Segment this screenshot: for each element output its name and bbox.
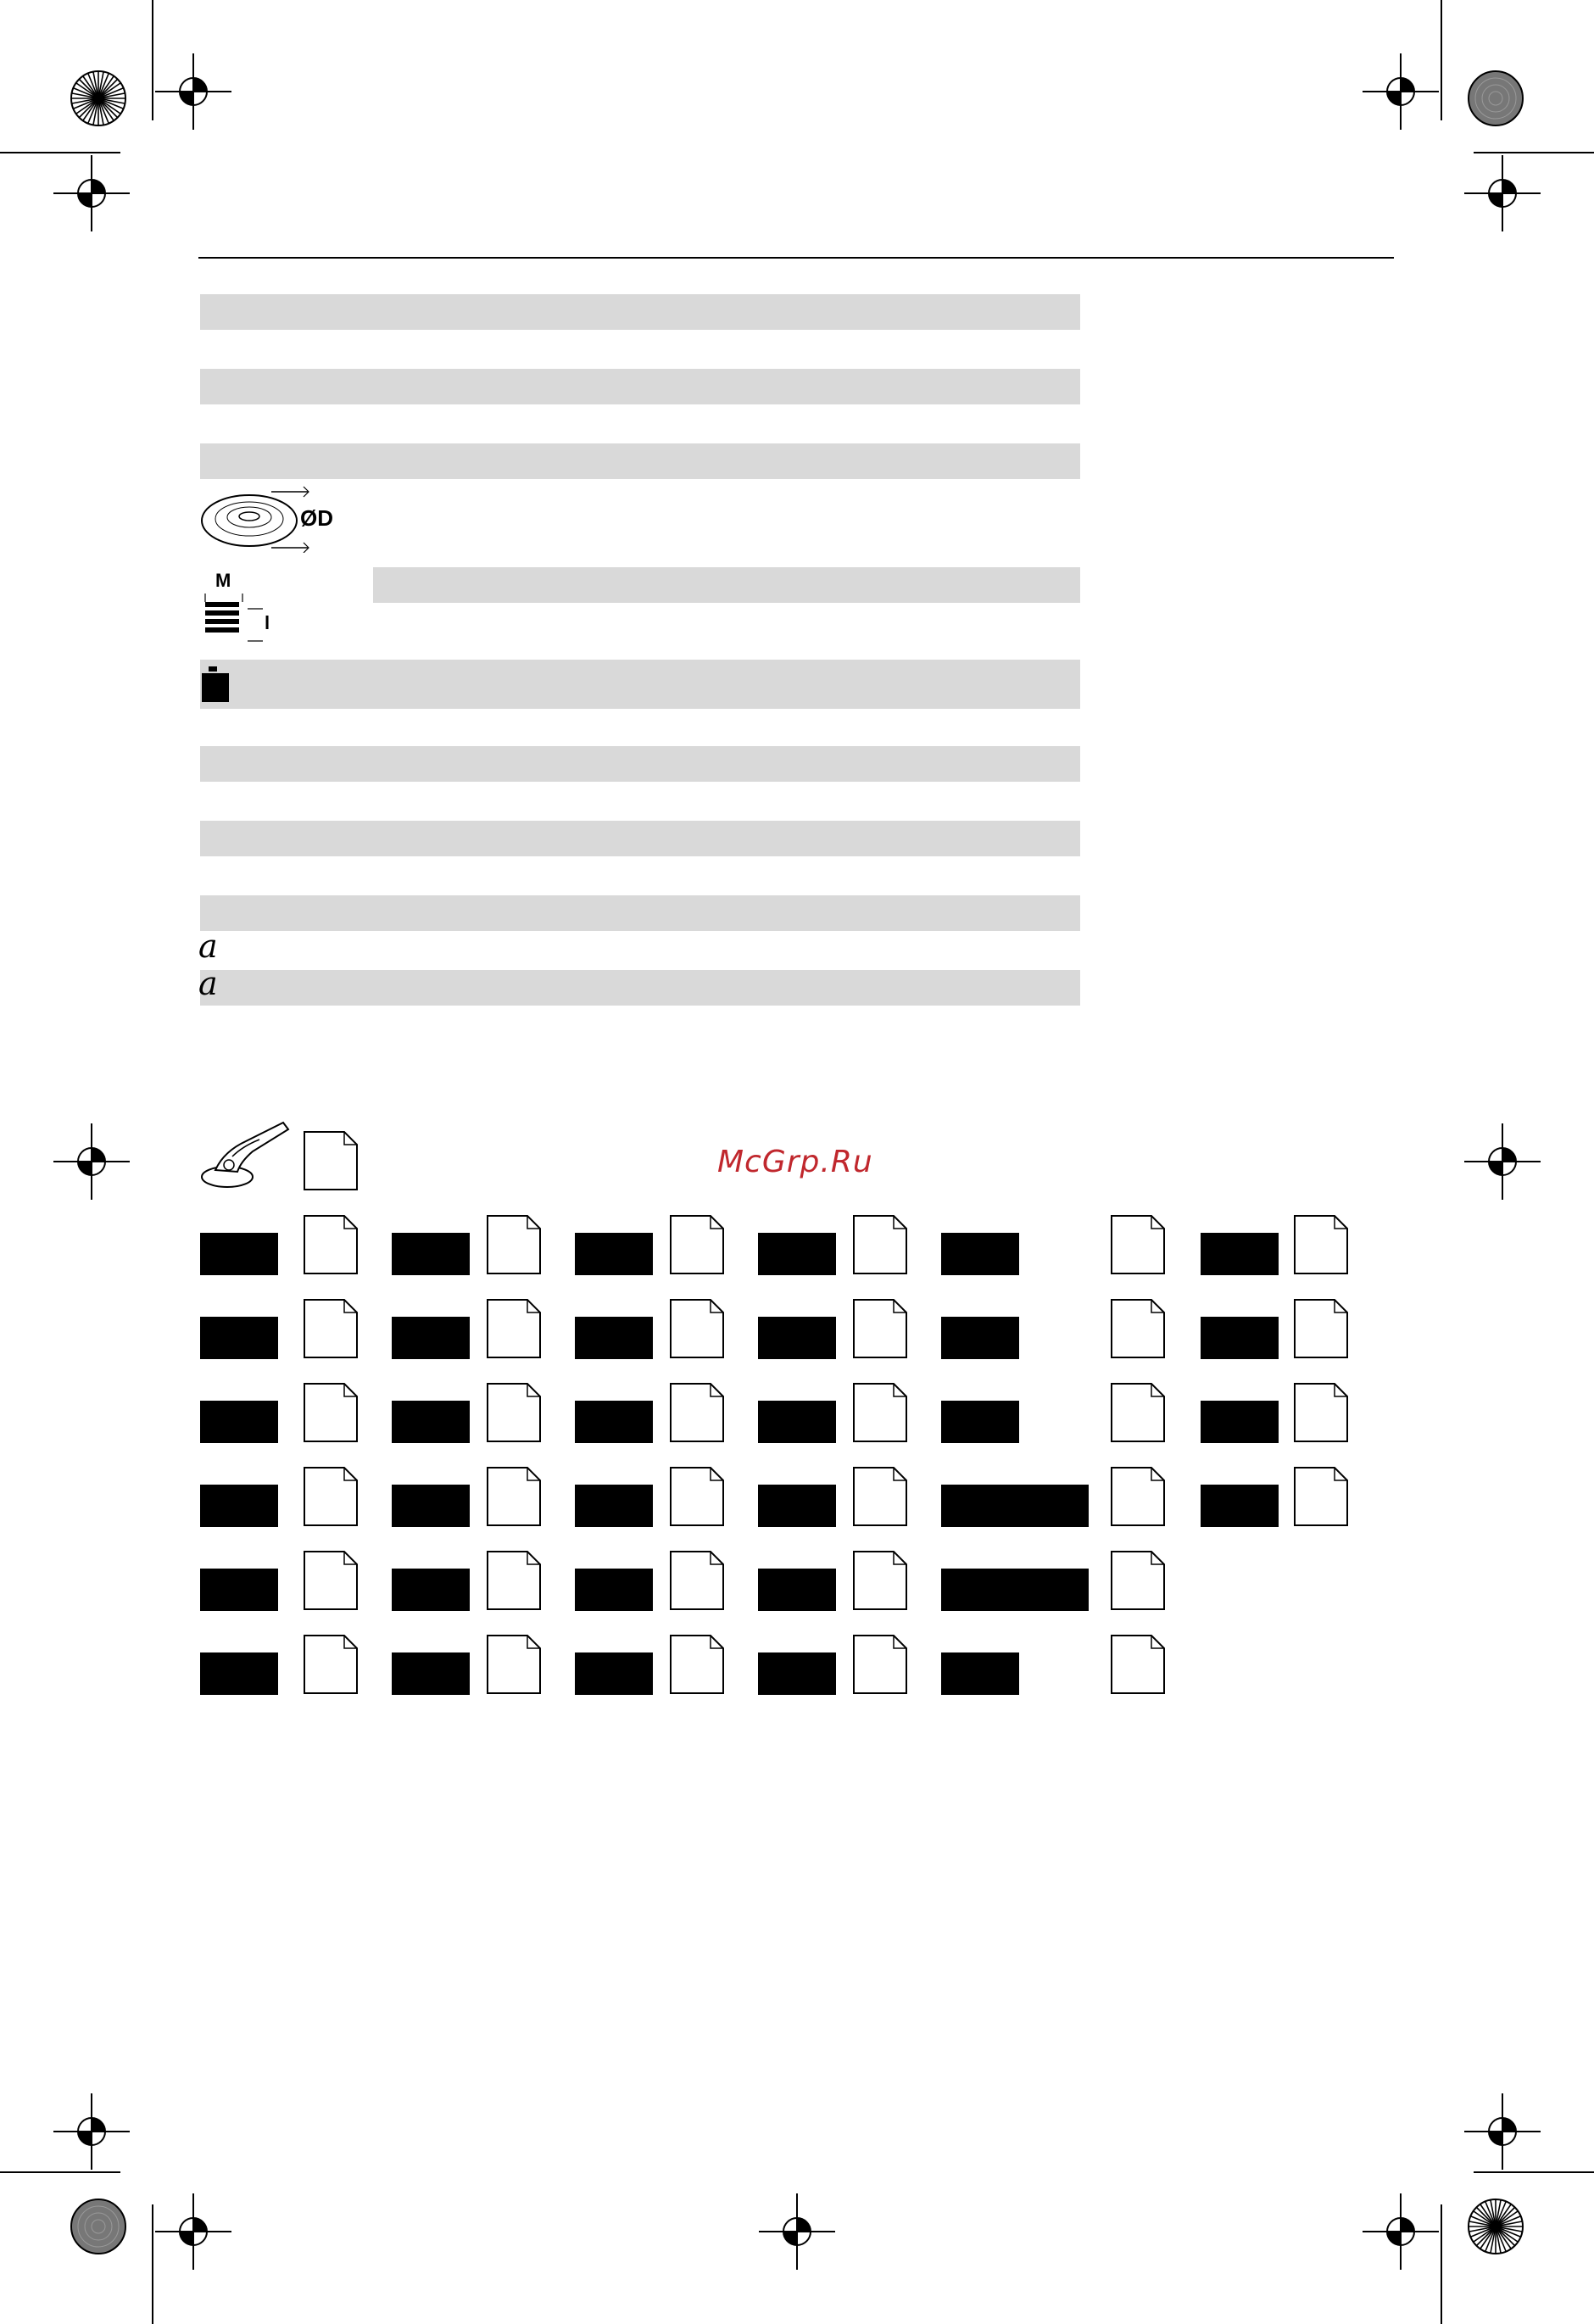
language-code-block [200, 1569, 278, 1611]
language-code-block [200, 1401, 278, 1443]
language-code-block [392, 1233, 470, 1275]
language-code-block [392, 1317, 470, 1359]
spec-row [200, 369, 1080, 404]
document-page-icon [1111, 1299, 1165, 1358]
document-page-icon [487, 1467, 541, 1526]
watermark: McGrp.Ru [717, 1145, 873, 1179]
vibration-symbol: a [198, 928, 218, 965]
spec-row [373, 567, 1080, 603]
document-page-icon [304, 1635, 358, 1694]
document-page-icon [1294, 1467, 1348, 1526]
language-code-block [941, 1569, 1089, 1611]
header-rule [198, 257, 1394, 259]
polisher-icon [198, 1117, 292, 1194]
document-page-icon [853, 1383, 907, 1442]
document-page-icon [304, 1299, 358, 1358]
language-code-block [200, 1317, 278, 1359]
spec-row [200, 294, 1080, 330]
document-page-icon [670, 1467, 724, 1526]
document-page-icon [670, 1215, 724, 1274]
document-page-icon [1294, 1215, 1348, 1274]
spindle-length-label: l [265, 612, 270, 633]
language-code-block [941, 1317, 1019, 1359]
document-page-icon [304, 1131, 358, 1190]
document-page-icon [853, 1215, 907, 1274]
document-page-icon [1111, 1551, 1165, 1610]
language-code-block [758, 1401, 836, 1443]
language-code-block [1201, 1233, 1279, 1275]
language-code-block [1201, 1485, 1279, 1527]
language-code-block [392, 1569, 470, 1611]
document-page-icon [304, 1467, 358, 1526]
language-code-block [758, 1233, 836, 1275]
language-code-block [575, 1317, 653, 1359]
language-code-block [1201, 1317, 1279, 1359]
document-page-icon [670, 1383, 724, 1442]
spec-row [200, 746, 1080, 782]
document-page-icon [1111, 1635, 1165, 1694]
document-page-icon [1111, 1467, 1165, 1526]
language-code-block [758, 1652, 836, 1695]
spindle-thread-label: M [215, 570, 231, 591]
language-code-block [941, 1401, 1019, 1443]
disc-diameter-label: ØD [300, 505, 333, 531]
weight-icon [200, 666, 234, 704]
language-code-block [392, 1401, 470, 1443]
spindle-icon [198, 570, 283, 655]
language-code-block [941, 1652, 1019, 1695]
document-page-icon [853, 1467, 907, 1526]
document-page-icon [487, 1551, 541, 1610]
language-code-block [575, 1401, 653, 1443]
language-code-block [758, 1485, 836, 1527]
document-page-icon [487, 1635, 541, 1694]
spec-row [200, 443, 1080, 479]
language-code-block [575, 1569, 653, 1611]
language-code-block [200, 1233, 278, 1275]
document-page-icon [304, 1383, 358, 1442]
document-page-icon [670, 1299, 724, 1358]
document-page-icon [487, 1215, 541, 1274]
document-page-icon [670, 1551, 724, 1610]
spec-row [200, 895, 1080, 931]
document-page-icon [853, 1551, 907, 1610]
spec-row [200, 970, 1080, 1006]
document-page-icon [853, 1299, 907, 1358]
document-page-icon [1294, 1299, 1348, 1358]
document-page-icon [304, 1551, 358, 1610]
language-code-block [200, 1485, 278, 1527]
language-code-block [941, 1233, 1019, 1275]
vibration-symbol: a [198, 965, 218, 1002]
language-code-block [575, 1233, 653, 1275]
document-page-icon [1294, 1383, 1348, 1442]
language-code-block [575, 1485, 653, 1527]
language-code-block [392, 1485, 470, 1527]
document-page-icon [1111, 1383, 1165, 1442]
document-page-icon [1111, 1215, 1165, 1274]
spec-row [200, 821, 1080, 856]
language-code-block [1201, 1401, 1279, 1443]
language-code-block [392, 1652, 470, 1695]
document-page-icon [853, 1635, 907, 1694]
language-code-block [758, 1569, 836, 1611]
document-page-icon [304, 1215, 358, 1274]
language-code-block [200, 1652, 278, 1695]
language-code-block [758, 1317, 836, 1359]
document-page-icon [487, 1383, 541, 1442]
language-code-block [575, 1652, 653, 1695]
document-page-icon [670, 1635, 724, 1694]
spec-row [200, 660, 1080, 709]
language-code-block [941, 1485, 1089, 1527]
document-page-icon [487, 1299, 541, 1358]
